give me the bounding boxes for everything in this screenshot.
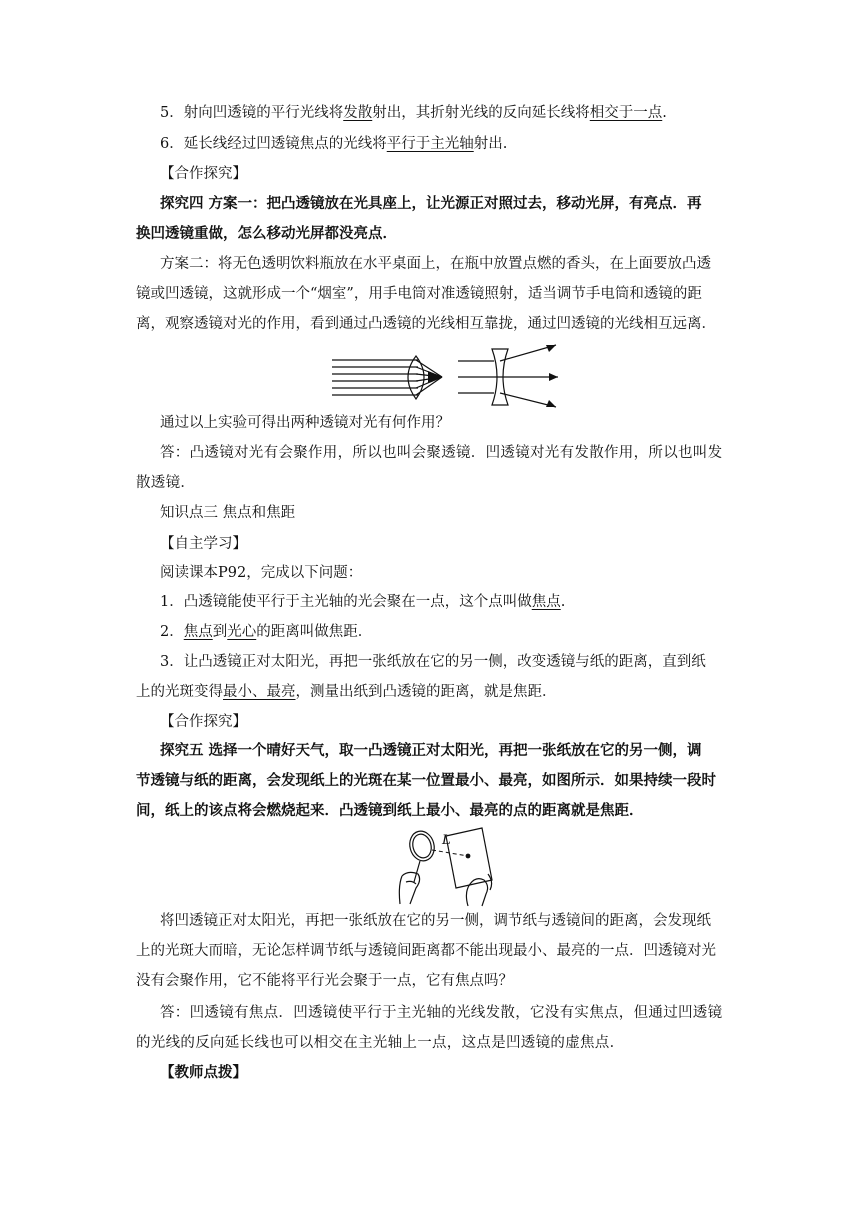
item-3-line1: 3．让凸透镜正对太阳光，再把一张纸放在它的另一侧，改变透镜与纸的距离，直到纸: [160, 654, 706, 670]
text: 上的光斑变得: [136, 684, 223, 700]
blank-answer: 相交于一点: [589, 105, 663, 121]
paper-with-hand-icon: [446, 828, 492, 906]
blank-answer: 焦点: [183, 624, 213, 640]
text: 6．延长线经过凹透镜焦点的光线将: [160, 136, 387, 152]
section-heading: 【合作探究】: [160, 166, 247, 182]
concave-text-line1: 将凹透镜正对太阳光，再把一张纸放在它的另一侧，调节纸与透镜间的距离，会发现纸: [160, 913, 711, 929]
blank-answer: 发散: [343, 105, 373, 121]
text: .: [662, 105, 667, 121]
question-1: 通过以上实验可得出两种透镜对光有何作用？: [160, 415, 450, 431]
blank-answer: 焦点: [531, 594, 561, 610]
explore-4-line2: 换凹透镜重做，怎么移动光屏都没亮点．: [136, 226, 397, 242]
explore-5-line3: 间，纸上的该点将会燃烧起来．凸透镜到纸上最小、最亮的点的距离就是焦距．: [136, 803, 644, 819]
plan-2-line3: 离，观察透镜对光的作用，看到通过凸透镜的光线相互靠拢，通过凹透镜的光线相互远离．: [136, 316, 716, 332]
focal-length-figure: [384, 824, 504, 908]
length-label: L: [442, 833, 451, 848]
lens-ray-diagram: [330, 343, 562, 409]
item-5: [160, 104, 754, 123]
text: ，测量出纸到凸透镜的距离，就是焦距．: [295, 684, 557, 700]
knowledge-point-3: 知识点三 焦点和焦距: [160, 505, 296, 521]
text: 2．: [160, 624, 184, 640]
item-1: [160, 593, 754, 612]
concave-text-line3: 没有会聚作用，它不能将平行光会聚于一点，它有焦点吗？: [136, 973, 513, 989]
answer-2-line2: 的光线的反向延长线也可以相交在主光轴上一点，这点是凹透镜的虚焦点．: [136, 1035, 625, 1051]
concave-text-line2: 上的光斑大而暗，无论怎样调节纸与透镜间距离都不能出现最小、最亮的一点．凹透镜对光: [136, 943, 716, 959]
lens-with-hand-icon: [399, 828, 437, 904]
plan-2-line1: 方案二：将无色透明饮料瓶放在水平桌面上，在瓶中放置点燃的香头，在上面要放凸透: [160, 256, 711, 272]
text: 射出.: [473, 136, 508, 152]
blank-answer: 最小、最亮: [223, 684, 296, 700]
explore-5-line2: 节透镜与纸的距离，会发现纸上的光斑在某一位置最小、最亮，如图所示．如果持续一段时: [136, 773, 716, 789]
blank-answer: 平行于主光轴: [386, 136, 474, 152]
section-heading: 【自主学习】: [160, 536, 247, 552]
plan-2-line2: 镜或凹透镜，这就形成一个“烟室”，用手电筒对准透镜照射，适当调节手电筒和透镜的距: [136, 286, 702, 302]
item-6: [160, 135, 754, 154]
item-2: [160, 623, 754, 642]
text: 的距离叫做焦距．: [256, 624, 373, 640]
explore-5-line1: 探究五 选择一个晴好天气，取一凸透镜正对太阳光，再把一张纸放在它的另一侧，调: [160, 743, 702, 759]
blank-answer: 光心: [227, 624, 257, 640]
text: 到: [212, 624, 228, 640]
answer-1-line1: 答：凸透镜对光有会聚作用，所以也叫会聚透镜．凹透镜对光有发散作用，所以也叫发: [160, 445, 723, 461]
text: 射出，其折射光线的反向延长线将: [372, 105, 590, 121]
item-3-line2: [136, 683, 730, 702]
answer-1-line2: 散透镜．: [136, 475, 196, 491]
text: 5．射向凹透镜的平行光线将: [160, 105, 344, 121]
text: .: [560, 594, 566, 610]
convex-lens-figure: [332, 356, 442, 399]
section-heading: 【教师点拨】: [160, 1065, 247, 1081]
reading-instruction: 阅读课本P92，完成以下问题：: [160, 565, 363, 581]
section-heading: 【合作探究】: [160, 714, 247, 730]
answer-2-line1: 答：凹透镜有焦点．凹透镜使平行于主光轴的光线发散，它没有实焦点，但通过凹透镜: [160, 1005, 723, 1021]
explore-4-line1: 探究四 方案一：把凸透镜放在光具座上，让光源正对照过去，移动光屏，有亮点．再: [160, 196, 702, 212]
text: 1．凸透镜能使平行于主光轴的光会聚在一点，这个点叫做: [160, 594, 532, 610]
concave-lens-figure: [458, 345, 558, 407]
